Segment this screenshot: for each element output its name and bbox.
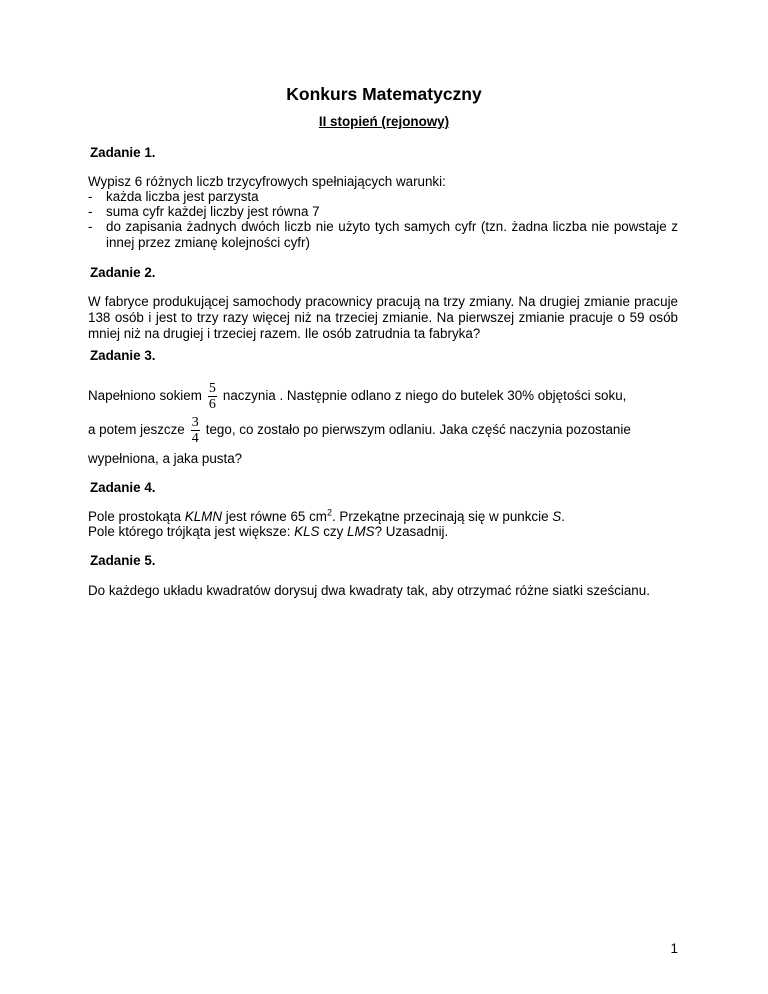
task4-text: jest równe 65 cm [222,509,327,524]
bullet-dash: - [88,204,93,219]
triangle-name: KLS [294,524,320,539]
task3-line1-text-a: Napełniono sokiem [88,388,202,403]
task1-bullet-1 [88,189,678,205]
task4-text: Pole prostokąta [88,509,185,524]
task1-bullet-text: każda liczba jest parzysta [106,189,259,204]
task1-bullet-3 [88,219,678,251]
task3-line2 [88,413,678,447]
fraction-denominator: 4 [191,430,199,446]
fraction-5-6 [208,381,217,412]
task4-text: . Przekątne przecinają się w punkcie [331,509,553,524]
task1-bullet-text: do zapisania żadnych dwóch liczb nie użyto tych samych cyfr (tzn. żadna liczba nie powstaje z innej przez zmianę kolejności cyfr) [106,219,678,250]
task1-bullet-text: suma cyfr każdej liczby jest równa 7 [106,204,320,219]
bullet-dash: - [88,219,93,234]
task3-line2-text-b: tego, co zostało po pierwszym odlaniu. Jaka część naczynia pozostanie [205,422,631,437]
task3-line2-text-a: a potem jeszcze [88,422,185,437]
task4-text: ? Uzasadnij. [374,524,449,539]
fraction-denominator: 6 [208,396,216,412]
task4-text: czy [319,524,348,539]
task4-text: Pole którego trójkąta jest większe: [88,524,295,539]
triangle-name: LMS [347,524,375,539]
page-number: 1 [670,941,678,956]
document-subtitle: II stopień (rejonowy) [318,114,450,129]
task1-bullet-2 [88,204,678,220]
task4-line2 [88,524,448,540]
task2-text: W fabryce produkującej samochody pracownicy pracują na trzy zmiany. Na drugiej zmianie pracuje 138 osób i jest to trzy razy więcej niż na trzeciej zmianie. Na pierwszej zmianie pracuje o 59 osób mniej niż na drugiej i trzeciej razem. Ile osób zatrudnia ta fabryka? [88,294,678,341]
task4-heading: Zadanie 4. [90,480,156,495]
task1-heading: Zadanie 1. [90,145,156,160]
fraction-numerator: 5 [208,380,216,396]
task4-line1 [88,509,678,525]
task4-text: . [561,509,565,524]
document-title: Konkurs Matematyczny [286,84,482,104]
rectangle-name: KLMN [184,509,222,524]
task3-line1 [88,379,678,413]
task3-line3: wypełniona, a jaka pusta? [88,451,243,466]
task3-heading: Zadanie 3. [90,348,156,363]
task5-text: Do każdego układu kwadratów dorysuj dwa kwadraty tak, aby otrzymać różne siatki sześcianu. [88,583,650,598]
task2-heading: Zadanie 2. [90,265,156,280]
task5-heading: Zadanie 5. [90,553,156,568]
fraction-3-4 [191,415,200,446]
task4-line1-content [88,509,565,525]
superscript: 2 [326,507,332,518]
bullet-dash: - [88,189,93,204]
task1-intro: Wypisz 6 różnych liczb trzycyfrowych spełniających warunki: [88,174,446,189]
task3-line1-text-b: naczynia . Następnie odlano z niego do butelek 30% objętości soku, [222,388,627,403]
point-name: S [552,509,562,524]
fraction-numerator: 3 [191,414,199,430]
